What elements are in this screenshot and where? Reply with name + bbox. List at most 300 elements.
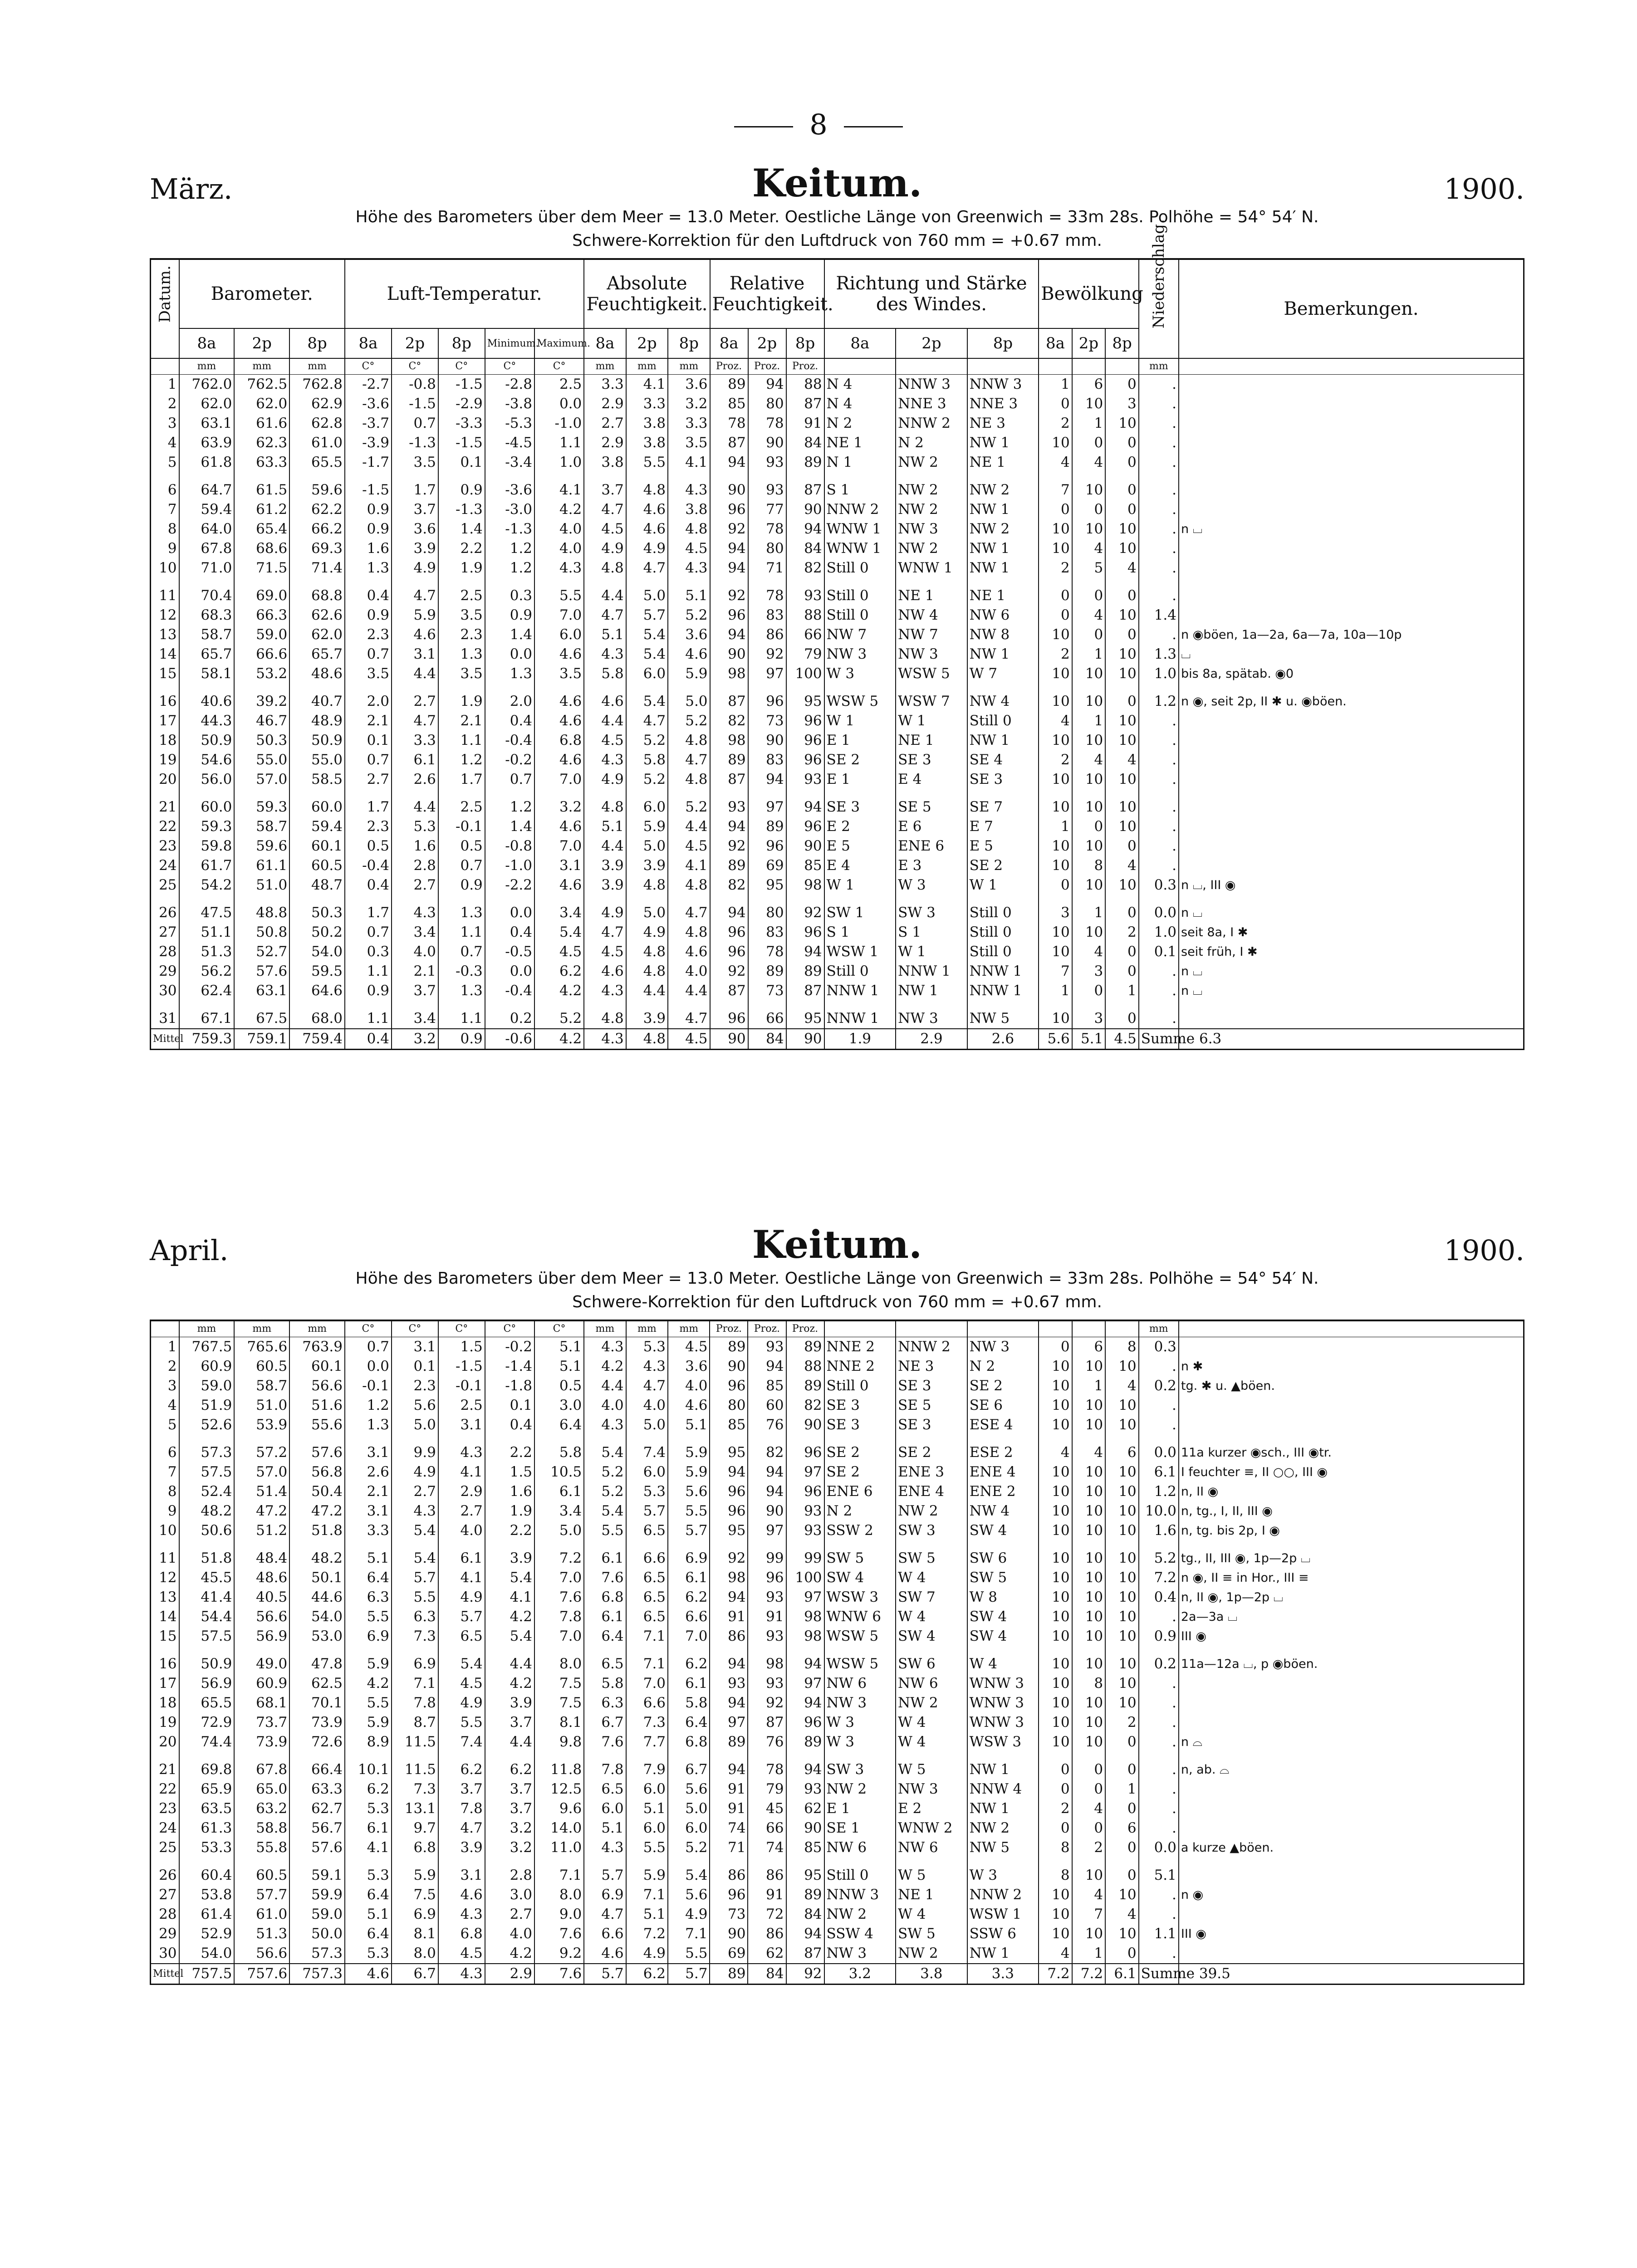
data-cell: 62.0 [234,394,289,414]
mean-cell: 6.7 [392,1964,438,1984]
data-cell: WNW 1 [824,539,896,558]
spacer-cell [824,1540,896,1549]
data-cell: 6.5 [626,1588,668,1607]
mean-cell [1179,1964,1524,1984]
data-cell: 0.7 [485,770,534,789]
data-cell: 0 [1105,375,1139,395]
data-cell: 91 [748,1885,786,1905]
data-cell: 89 [786,1337,824,1357]
data-cell: 89 [710,1732,748,1752]
data-cell: 90 [710,1357,748,1376]
data-cell: 62.4 [179,981,235,1001]
data-cell [1179,1674,1524,1693]
data-cell: 74 [710,1818,748,1838]
spacer-cell [345,1001,392,1009]
table-row [151,981,1524,1001]
data-cell: 6.4 [584,1627,626,1646]
data-cell: 4.6 [534,692,584,711]
data-cell: 1.3 [485,664,534,684]
data-cell: 89 [748,817,786,836]
spacer-cell [234,578,289,586]
data-cell: 4.5 [438,1944,485,1964]
spacer-cell [289,1001,345,1009]
data-cell: SW 5 [896,1924,967,1944]
data-cell: 6.6 [626,1549,668,1568]
data-cell: 5.4 [626,645,668,664]
data-cell: 5.9 [626,817,668,836]
data-cell: 59.0 [289,1905,345,1924]
data-cell: -1.3 [485,519,534,539]
data-cell: . [1139,1760,1179,1779]
data-cell: -2.7 [345,375,392,395]
data-cell: n ◉böen, 1a—2a, 6a—7a, 10a—10p [1179,625,1524,645]
data-cell: 4.5 [584,519,626,539]
data-cell: 4.4 [485,1732,534,1752]
data-cell: 50.2 [289,923,345,942]
data-cell: 0.1 [485,1396,534,1415]
data-cell: 47.5 [179,903,235,923]
spacer-cell [438,472,485,480]
data-cell: 0 [1105,1760,1139,1779]
data-cell: NE 1 [824,433,896,453]
spacer-cell [1039,1435,1072,1443]
data-cell: 6.8 [392,1838,438,1857]
data-cell: 93 [748,1674,786,1693]
data-cell: 4.1 [668,856,710,875]
data-cell: 61.0 [234,1905,289,1924]
data-cell: 10 [1039,1607,1072,1627]
data-cell: 87 [710,981,748,1001]
data-cell: 6.6 [626,1693,668,1713]
data-cell: 90 [786,836,824,856]
data-cell: 0 [1105,1009,1139,1029]
unit-cell: mm [626,358,668,375]
data-cell: 1.9 [485,1501,534,1521]
data-cell: 10 [1105,1654,1139,1674]
data-cell: ENE 2 [967,1482,1039,1501]
data-cell: 4.3 [392,1501,438,1521]
data-cell: 0.4 [1139,1588,1179,1607]
data-cell: 4.1 [534,480,584,500]
data-cell: NNE 2 [824,1337,896,1357]
subcol-header: 2p [626,328,668,358]
spacer-cell [896,1540,967,1549]
spacer-cell [1039,684,1072,692]
data-cell: 90 [748,731,786,750]
spacer-cell [1139,684,1179,692]
data-cell: . [1139,394,1179,414]
data-cell: 7.3 [392,1627,438,1646]
spacer-cell [179,789,235,797]
data-cell: 4.7 [392,586,438,606]
data-cell: 86 [710,1866,748,1885]
data-cell: 62 [748,1944,786,1964]
spacer-cell [289,1752,345,1760]
data-cell: NW 3 [967,1337,1039,1357]
spacer-cell [896,1646,967,1654]
spacer-cell [345,789,392,797]
unit-cell [1179,1320,1524,1337]
mean-cell: 5.1 [1072,1029,1106,1050]
data-cell: 57.7 [234,1885,289,1905]
day-cell: 20 [159,771,177,787]
data-cell: 0 [1072,1818,1106,1838]
data-cell: 56.2 [179,962,235,981]
data-cell: 1.3 [1139,645,1179,664]
subcol-header: 8a [1039,328,1072,358]
spacer-cell [710,1540,748,1549]
data-cell: 6.1 [668,1674,710,1693]
mean-cell: 90 [710,1029,748,1050]
data-cell: 5.4 [668,1866,710,1885]
spacer-cell [1179,1001,1524,1009]
table-row [151,1415,1524,1435]
data-cell: 94 [786,1760,824,1779]
data-cell: 1.3 [345,1415,392,1435]
unit-cell: mm [584,1320,626,1337]
unit-cell: mm [179,1320,235,1337]
data-cell: 58.7 [234,817,289,836]
station-info: Höhe des Barometers über dem Meer = 13.0 Meter. Oestliche Länge von Greenwich = 33m 28s. Polhöhe = 54° 54′ N. [355,208,1319,226]
data-cell: 3.0 [534,1396,584,1415]
data-cell: 51.6 [289,1396,345,1415]
subcol-header: 8a [345,328,392,358]
data-cell: 5.2 [668,606,710,625]
data-cell: 4.8 [668,770,710,789]
data-cell: 4.6 [584,1944,626,1964]
data-cell: 69 [748,856,786,875]
data-cell: -3.8 [485,394,534,414]
data-cell: 5.8 [626,750,668,770]
day-cell: 27 [159,924,177,940]
data-cell: E 5 [967,836,1039,856]
data-cell: 1.1 [438,731,485,750]
unit-cell: mm [668,1320,710,1337]
data-cell: 5.5 [626,453,668,472]
data-cell: 5.9 [345,1654,392,1674]
day-cell: 10 [159,1522,177,1539]
spacer-cell [234,789,289,797]
data-cell: 0 [1105,692,1139,711]
data-cell: 88 [786,375,824,395]
data-cell: 45.5 [179,1568,235,1588]
spacer-cell [748,1857,786,1866]
data-cell: 3.3 [345,1521,392,1540]
data-cell: 70.1 [289,1693,345,1713]
spacer-cell [710,1435,748,1443]
data-cell: . [1139,731,1179,750]
data-cell: 10 [1105,1588,1139,1607]
data-cell: 4.9 [584,539,626,558]
data-cell: 4 [1039,1443,1072,1462]
data-cell: ESE 4 [967,1415,1039,1435]
data-cell: 97 [748,797,786,817]
data-cell [1179,1337,1524,1357]
table-row [151,1760,1524,1779]
data-cell: 50.4 [289,1482,345,1501]
data-cell: 4.6 [584,692,626,711]
data-cell: 3.4 [392,923,438,942]
data-cell: 5.9 [668,664,710,684]
data-cell: 6.8 [668,1732,710,1752]
data-cell: . [1139,856,1179,875]
data-cell: 94 [786,519,824,539]
day-cell: 27 [159,1887,177,1903]
data-cell: 40.7 [289,692,345,711]
data-cell: 56.6 [234,1944,289,1964]
data-cell: W 3 [824,664,896,684]
spacer-cell [748,472,786,480]
data-cell: 10 [1039,1674,1072,1693]
data-cell: 65.9 [179,1779,235,1799]
data-cell: 1.7 [345,797,392,817]
data-cell: 4 [1105,856,1139,875]
unit-cell: Proz. [748,358,786,375]
data-cell: 90 [786,500,824,519]
data-cell: 4.7 [584,500,626,519]
data-cell: 96 [710,606,748,625]
unit-cell: Proz. [710,1320,748,1337]
spacer-cell [534,1646,584,1654]
data-cell: 4.2 [485,1674,534,1693]
table-row [151,1501,1524,1521]
data-cell: 4.7 [668,903,710,923]
spacer-cell [438,684,485,692]
data-cell: 86 [748,625,786,645]
data-cell: 0 [1039,875,1072,895]
data-cell: . [1139,1779,1179,1799]
data-cell: 11a kurzer ◉sch., III ◉tr. [1179,1443,1524,1462]
spacer-cell [179,1857,235,1866]
data-cell: 73.9 [289,1713,345,1732]
data-cell: 1 [1072,645,1106,664]
data-cell: n, ab. ⌓ [1179,1760,1524,1779]
station-title: Keitum. [752,161,922,205]
spacer-cell [1105,1857,1139,1866]
data-cell: 45 [748,1799,786,1818]
mean-cell: 759.1 [234,1029,289,1050]
spacer-cell [786,895,824,903]
data-cell: 6.5 [584,1779,626,1799]
data-cell: 69.8 [179,1760,235,1779]
data-cell: 88 [786,606,824,625]
day-cell: 7 [167,501,177,518]
data-cell: 4.8 [668,923,710,942]
data-cell: SW 5 [824,1549,896,1568]
data-cell: 63.1 [179,414,235,433]
data-cell: 54.2 [179,875,235,895]
mean-label: Mittel [151,1964,179,1984]
data-cell: 86 [748,1866,786,1885]
data-cell: NNW 4 [967,1779,1039,1799]
spacer-cell [151,895,179,903]
data-cell: 4.6 [534,875,584,895]
data-cell: 0.4 [485,923,534,942]
spacer-cell [786,1435,824,1443]
day-cell: 17 [159,713,177,729]
mean-cell: 89 [710,1964,748,1984]
data-cell: E 6 [896,817,967,836]
spacer-cell [289,1435,345,1443]
data-cell: 85 [786,856,824,875]
data-cell [1179,414,1524,433]
data-cell: 13.1 [392,1799,438,1818]
data-cell: 0 [1039,586,1072,606]
data-cell: 7.0 [534,1568,584,1588]
data-cell: 66 [786,625,824,645]
data-cell: 99 [786,1549,824,1568]
data-cell: 3 [1039,903,1072,923]
day-cell: 13 [159,1589,177,1605]
data-cell: 59.6 [234,836,289,856]
data-cell: 10 [1072,519,1106,539]
data-cell: 53.8 [179,1885,235,1905]
table-row [151,962,1524,981]
spacer-cell [534,684,584,692]
mean-cell: 757.5 [179,1964,235,1984]
spacer-cell [234,1435,289,1443]
data-cell: 6.1 [534,1482,584,1501]
data-cell: 0.1 [438,453,485,472]
unit-cell: mm [289,358,345,375]
data-cell: 5.9 [668,1443,710,1462]
data-cell: 0 [1105,1866,1139,1885]
spacer-cell [1139,1435,1179,1443]
data-cell: 96 [786,731,824,750]
unit-cell: C° [438,358,485,375]
data-cell: 2.5 [438,586,485,606]
data-cell: . [1139,962,1179,981]
spacer-cell [179,684,235,692]
data-cell: 3.4 [534,1501,584,1521]
data-cell: 4.9 [584,903,626,923]
data-cell: 1.1 [345,1009,392,1029]
spacer-cell [485,472,534,480]
data-cell: 73.7 [234,1713,289,1732]
data-cell: -0.8 [392,375,438,395]
data-cell: -1.0 [534,414,584,433]
data-cell: 80 [748,903,786,923]
data-cell: 95 [710,1443,748,1462]
table-row [151,817,1524,836]
spacer-cell [967,1752,1039,1760]
data-cell: SE 3 [824,797,896,817]
data-cell: 0 [1039,1337,1072,1357]
unit-cell: Proz. [786,1320,824,1337]
spacer-cell [748,789,786,797]
data-cell: 4.0 [534,539,584,558]
spacer-cell [1039,578,1072,586]
data-cell: 10 [1105,664,1139,684]
data-cell: 84 [786,433,824,453]
data-cell: 4.8 [626,480,668,500]
spacer-cell [967,1001,1039,1009]
data-cell: 3.4 [534,903,584,923]
data-cell: 6.0 [626,797,668,817]
data-cell: SE 2 [824,1443,896,1462]
mean-cell: 4.5 [668,1029,710,1050]
day-cell: 3 [167,415,177,431]
spacer-cell [485,578,534,586]
data-cell: 10 [1072,923,1106,942]
data-cell: NW 2 [824,1905,896,1924]
data-cell: NW 1 [967,731,1039,750]
spacer-cell [345,895,392,903]
unit-cell: C° [392,358,438,375]
day-cell: 18 [159,732,177,748]
data-cell: 0.7 [345,645,392,664]
unit-cell: Proz. [748,1320,786,1337]
data-cell: 51.3 [234,1924,289,1944]
spacer-cell [485,1435,534,1443]
data-cell: n ⌓ [1179,1732,1524,1752]
data-cell: 0.3 [345,942,392,962]
data-cell: 7.1 [626,1654,668,1674]
data-cell: 8.0 [534,1654,584,1674]
data-cell: 1.1 [534,433,584,453]
data-cell: 94 [710,558,748,578]
subcol-header: 8a [710,328,748,358]
spacer-cell [1039,1857,1072,1866]
data-cell: 94 [748,770,786,789]
data-cell [1179,1396,1524,1415]
data-cell: 3.1 [345,1501,392,1521]
data-cell: 50.0 [289,1924,345,1944]
data-cell [1179,586,1524,606]
subcol-header: 8a [824,328,896,358]
data-cell: 97 [786,1462,824,1482]
data-cell: 93 [748,480,786,500]
spacer-cell [668,1540,710,1549]
data-cell: -1.5 [345,480,392,500]
data-cell: 10 [1039,1732,1072,1752]
day-cell: 14 [159,1608,177,1625]
data-cell: 87 [710,433,748,453]
mean-cell [1179,1029,1524,1050]
spacer-cell [392,1435,438,1443]
data-cell: 51.0 [234,1396,289,1415]
spacer-cell [748,578,786,586]
data-cell: 10 [1039,1521,1072,1540]
data-cell: NW 2 [824,1779,896,1799]
data-cell: 10 [1105,606,1139,625]
data-cell: 1.1 [438,923,485,942]
data-cell: 0 [1105,903,1139,923]
data-cell: 89 [786,453,824,472]
data-cell: 90 [710,480,748,500]
data-cell: seit 8a, I ✱ [1179,923,1524,942]
mean-cell: 4.6 [345,1964,392,1984]
spacer-cell [534,1001,584,1009]
data-cell: 93 [786,1779,824,1799]
data-cell: 10 [1105,1693,1139,1713]
spacer-cell [1105,1001,1139,1009]
data-cell: 4.1 [438,1568,485,1588]
data-cell: 3.8 [626,433,668,453]
data-cell: 50.6 [179,1521,235,1540]
subcol-header: 2p [748,328,786,358]
spacer-cell [234,1752,289,1760]
data-cell: 7.5 [392,1885,438,1905]
data-cell: SW 5 [896,1549,967,1568]
data-cell: 4.4 [584,586,626,606]
data-cell: 3.9 [626,856,668,875]
data-cell: 2.0 [345,692,392,711]
data-cell: NW 2 [967,519,1039,539]
table-row [151,797,1524,817]
mean-cell: 6.2 [626,1964,668,1984]
data-cell: 1 [1072,414,1106,433]
